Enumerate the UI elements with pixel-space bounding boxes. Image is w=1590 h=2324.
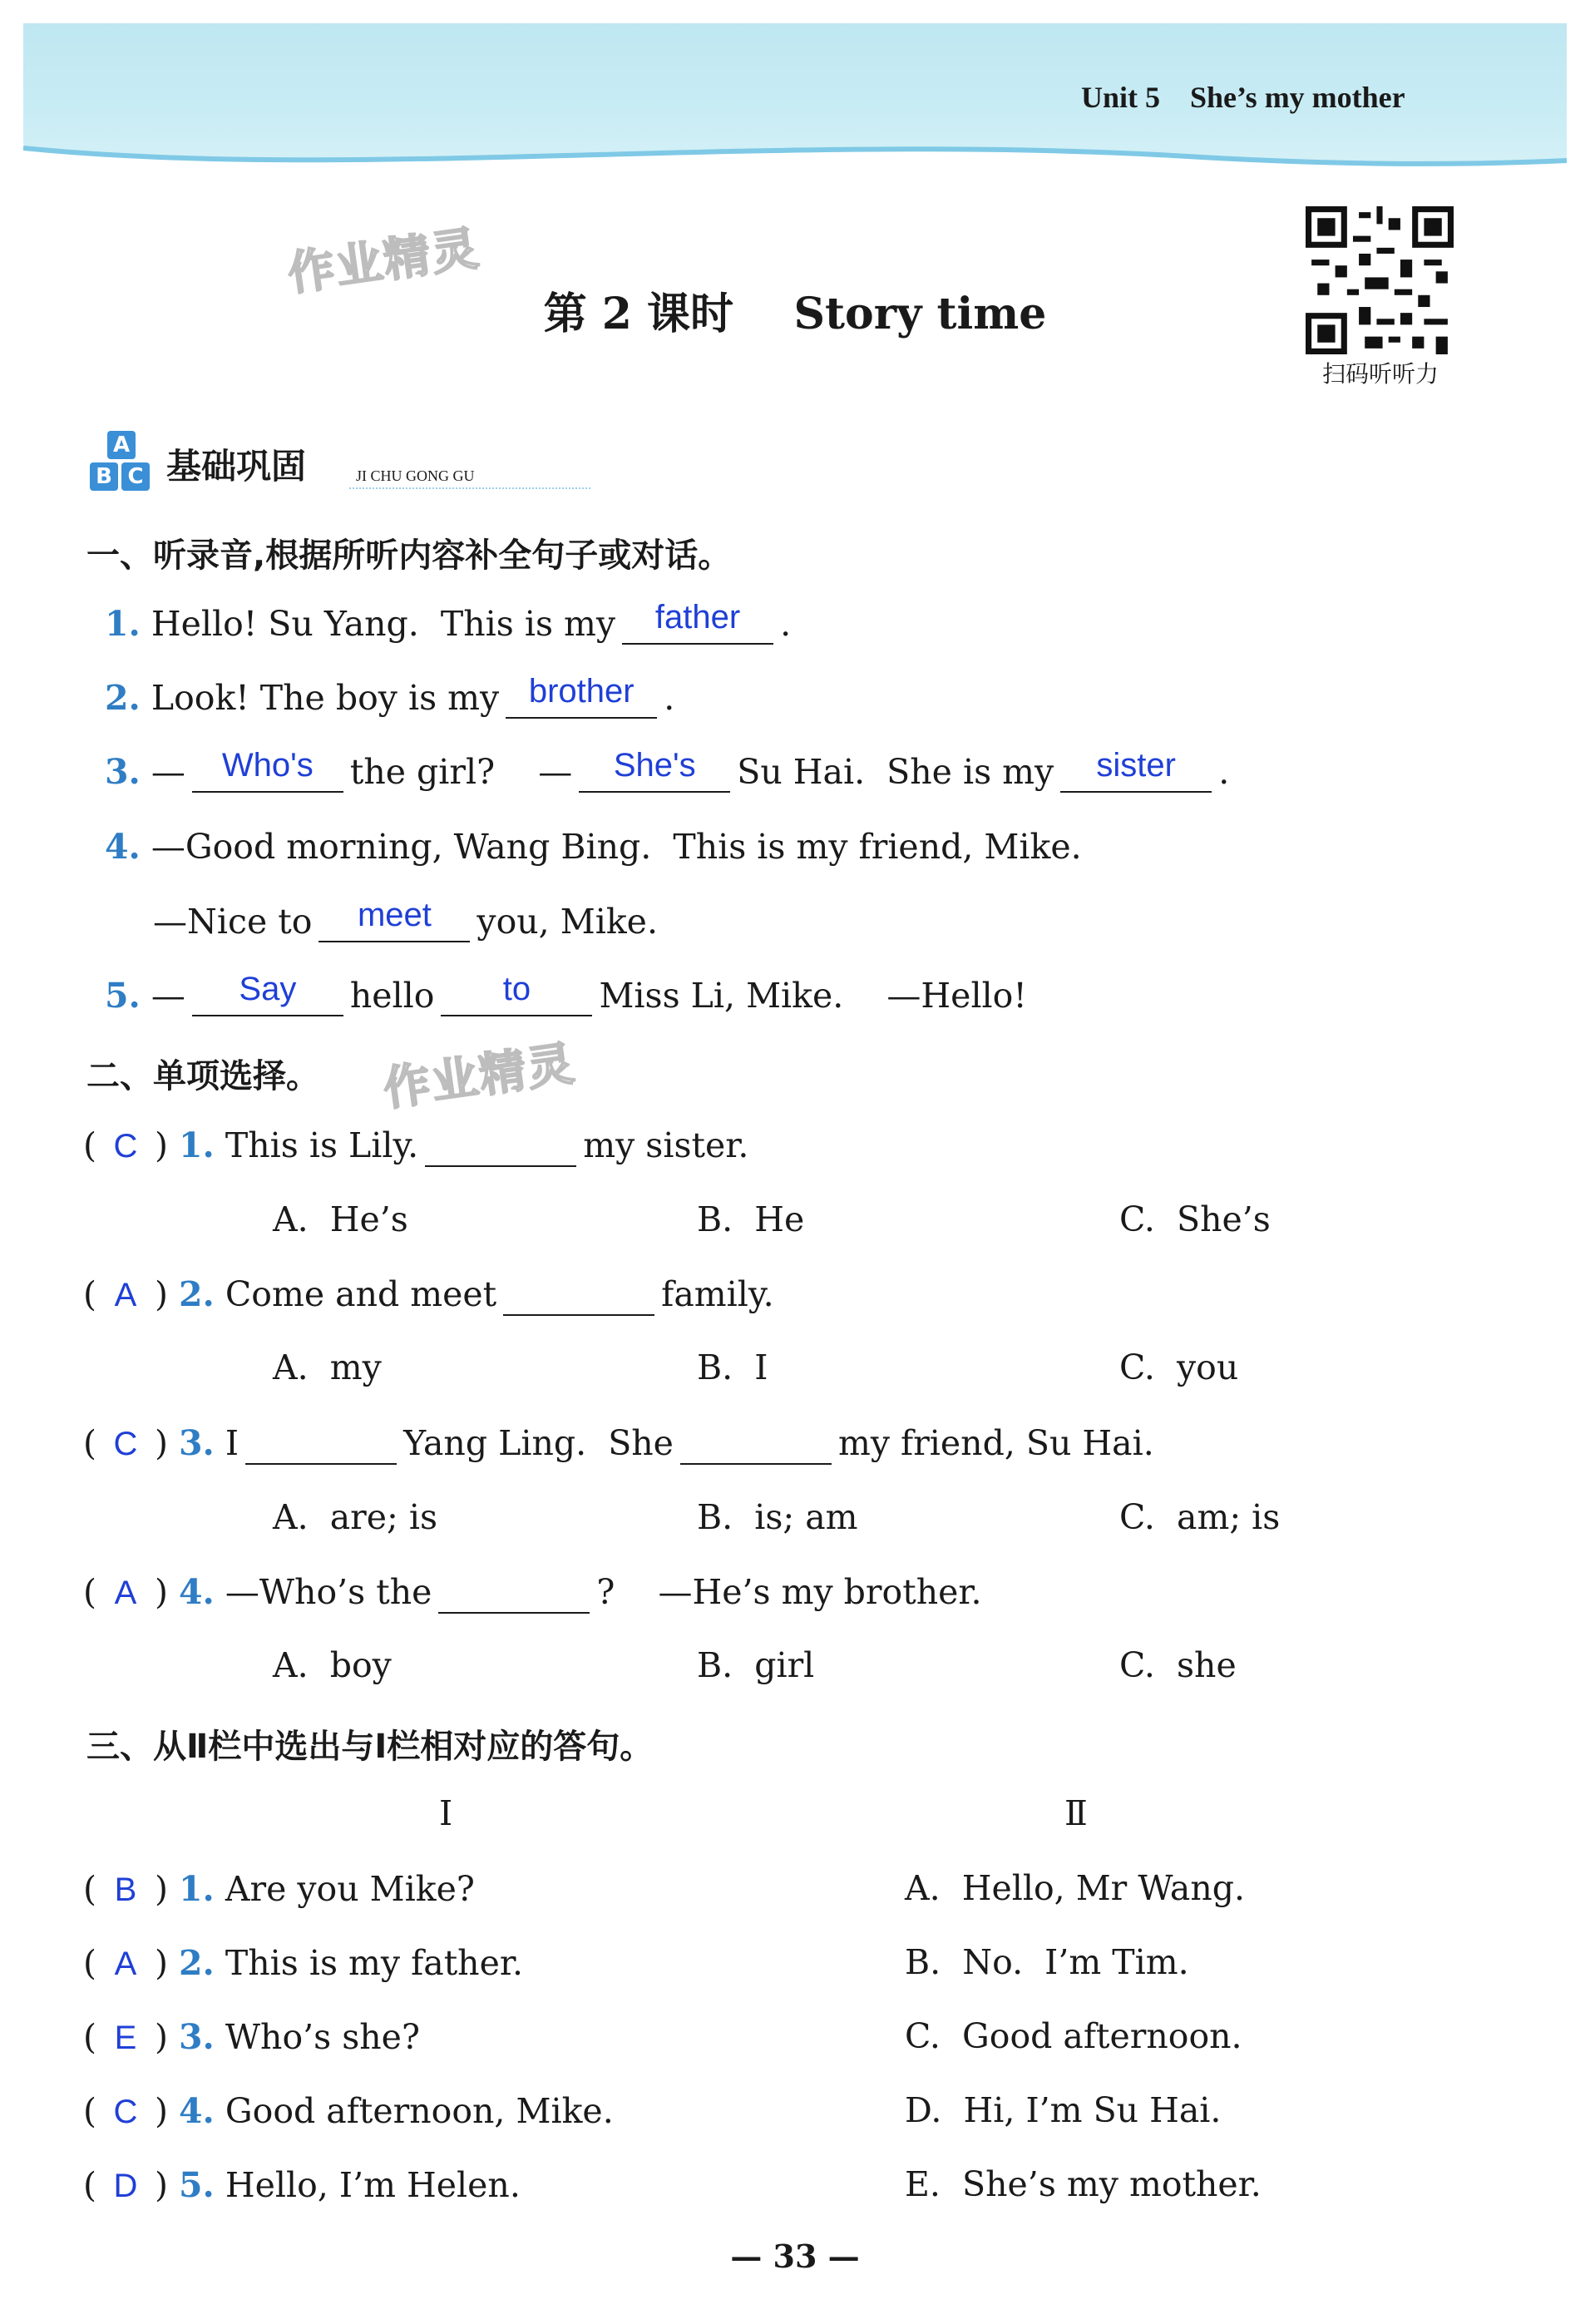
item-text: —Good morning, Wang Bing. This is my friend, Mike. [151, 827, 1082, 867]
match-answer[interactable]: E [114, 2020, 137, 2056]
match-left: Good afternoon, Mike. [225, 2091, 614, 2131]
answer-text: Say [239, 971, 297, 1007]
part2-heading: 二、单项选择。 [86, 1057, 319, 1095]
option-b[interactable]: B. is; am [697, 1497, 858, 1537]
match-right: B. No. I’m Tim. [905, 1942, 1189, 1982]
item-number: 5. [105, 976, 141, 1016]
match-answer[interactable]: C [113, 2094, 138, 2130]
part2-question-1: ( C ) 1. This is Lily. my sister. [83, 1125, 749, 1165]
question-text: my sister. [583, 1125, 749, 1165]
section-pinyin: JI CHU GONG GU [356, 467, 475, 484]
option-a[interactable]: A. are; is [273, 1497, 438, 1537]
match-left: This is my father. [225, 1943, 523, 1983]
item-number: 3. [179, 2017, 215, 2057]
answer-blank[interactable] [579, 747, 730, 793]
item-punct: . [1218, 752, 1230, 792]
answer-text: She's [613, 747, 696, 784]
part1-heading: 一、听录音,根据所听内容补全句子或对话。 [86, 536, 732, 575]
watermark: 作业精灵 [380, 1036, 580, 1117]
answer-text: sister [1096, 747, 1176, 784]
part2-question-2: ( A ) 2. Come and meet family. [83, 1274, 774, 1314]
question-text: This is Lily. [225, 1125, 419, 1165]
item-number: 1. [179, 1125, 215, 1165]
item-text: the girl? [349, 752, 496, 792]
item-text: Hello! Su Yang. This is my [151, 604, 616, 644]
badge-letter: B [90, 462, 118, 491]
item-number: 2. [179, 1943, 215, 1983]
item-text: —Nice to [153, 902, 313, 942]
option-b[interactable]: B. girl [697, 1645, 815, 1685]
badge-letter: A [107, 431, 136, 459]
section-title: 基础巩固 [166, 446, 307, 487]
option-a[interactable]: A. boy [273, 1645, 392, 1685]
match-left: Hello, I’m Helen. [225, 2165, 521, 2205]
option-c[interactable]: C. am; is [1119, 1497, 1281, 1537]
question-text: I [225, 1423, 239, 1463]
match-left: Are you Mike? [225, 1869, 475, 1909]
qr-code-icon[interactable] [1306, 206, 1454, 354]
page-number: — 33 — [730, 2237, 860, 2275]
item-text: you, Mike. [477, 902, 658, 942]
item-number: 1. [179, 1869, 215, 1909]
question-text: Yang Ling. She [403, 1423, 674, 1463]
answer-blank[interactable] [192, 747, 343, 793]
badge-letter: C [121, 462, 150, 491]
option-c[interactable]: C. She’s [1119, 1199, 1271, 1239]
answer-blank[interactable] [318, 897, 470, 942]
answer-blank[interactable] [425, 1130, 576, 1167]
question-text: ? —He’s my brother. [596, 1572, 982, 1612]
item-number: 1. [105, 604, 141, 644]
answer-blank[interactable] [506, 673, 657, 719]
part3-heading: 三、从Ⅱ栏中选出与Ⅰ栏相对应的答句。 [86, 1728, 654, 1766]
item-punct: . [780, 604, 792, 644]
match-row-1: ( B ) 1. Are you Mike? [83, 1869, 475, 1909]
choice-answer[interactable]: C [113, 1128, 138, 1164]
answer-blank[interactable] [192, 971, 343, 1016]
item-text: Miss Li, Mike. —Hello! [599, 976, 1027, 1016]
option-b[interactable]: B. I [697, 1347, 768, 1387]
choice-answer[interactable]: A [114, 1277, 137, 1313]
item-number: 4. [105, 827, 141, 867]
match-row-2: ( A ) 2. This is my father. [83, 1943, 523, 1983]
option-c[interactable]: C. you [1119, 1347, 1239, 1387]
match-row-5: ( D ) 5. Hello, I’m Helen. [83, 2165, 521, 2205]
column-1-header: Ⅰ [439, 1793, 453, 1833]
answer-text: brother [528, 673, 635, 710]
question-text: family. [661, 1274, 774, 1314]
question-text: —Who’s the [225, 1572, 432, 1612]
item-number: 2. [105, 678, 141, 718]
item-text: hello [349, 976, 435, 1016]
answer-blank[interactable] [622, 599, 773, 645]
part1-item-4-line2 [153, 897, 658, 942]
header-wave [23, 125, 1567, 191]
part1-item-4 [105, 826, 1082, 868]
match-row-3: ( E ) 3. Who’s she? [83, 2017, 420, 2057]
choice-answer[interactable]: A [114, 1575, 137, 1611]
option-b[interactable]: B. He [697, 1199, 805, 1239]
item-number: 4. [179, 2091, 215, 2131]
match-right: D. Hi, I’m Su Hai. [905, 2090, 1222, 2130]
section-underline [349, 487, 590, 489]
match-right: A. Hello, Mr Wang. [905, 1868, 1246, 1908]
item-number: 3. [105, 752, 141, 792]
option-a[interactable]: A. He’s [273, 1199, 408, 1239]
part1-item-1 [105, 599, 792, 645]
match-row-4: ( C ) 4. Good afternoon, Mike. [83, 2091, 614, 2131]
qr-label: 扫码听听力 [1321, 360, 1439, 388]
choice-answer[interactable]: C [113, 1426, 138, 1462]
question-text: Come and meet [225, 1274, 497, 1314]
part2-question-4: ( A ) 4. —Who’s the ? —He’s my brother. [83, 1572, 982, 1612]
answer-text: Who's [221, 747, 314, 784]
match-left: Who’s she? [225, 2017, 420, 2057]
answer-text: meet [357, 897, 432, 933]
lesson-title: 第 2 课时 Story time [543, 289, 1047, 339]
item-number: 2. [179, 1274, 215, 1314]
question-text: my friend, Su Hai. [837, 1423, 1154, 1463]
answer-blank[interactable] [680, 1428, 832, 1465]
answer-blank[interactable] [503, 1279, 654, 1316]
item-number: 4. [179, 1572, 215, 1612]
item-number: 5. [179, 2165, 215, 2205]
match-answer[interactable]: D [113, 2168, 138, 2204]
item-number: 3. [179, 1423, 215, 1463]
option-c[interactable]: C. she [1119, 1645, 1237, 1685]
answer-blank[interactable] [1060, 747, 1212, 793]
answer-blank[interactable] [441, 971, 592, 1016]
unit-title: Unit 5 She’s my mother [1081, 81, 1405, 114]
match-right: C. Good afternoon. [905, 2016, 1242, 2056]
part2-question-3: ( C ) 3. I Yang Ling. She my friend, Su Hai. [83, 1423, 1154, 1463]
match-right: E. She’s my mother. [905, 2164, 1262, 2204]
part1-item-5: 5. — Say hello to Miss Li, Mike. —Hello! [105, 975, 1027, 1016]
part1-item-2 [105, 673, 675, 719]
match-answer[interactable]: A [114, 1946, 137, 1982]
answer-blank[interactable] [245, 1428, 397, 1465]
item-text: Look! The boy is my [151, 678, 500, 718]
part1-item-3: 3. — Who's the girl? — She's Su Hai. She is my sister . [105, 751, 1229, 793]
option-a[interactable]: A. my [273, 1347, 382, 1387]
item-punct: . [664, 678, 675, 718]
item-text: Su Hai. She is my [737, 752, 1054, 792]
answer-blank[interactable] [438, 1577, 590, 1614]
watermark: 作业精灵 [284, 221, 484, 302]
abc-badge-icon [90, 431, 153, 494]
answer-text: father [654, 599, 741, 635]
match-answer[interactable]: B [114, 1872, 137, 1908]
answer-text: to [502, 971, 531, 1007]
column-2-header: Ⅱ [1064, 1793, 1088, 1833]
